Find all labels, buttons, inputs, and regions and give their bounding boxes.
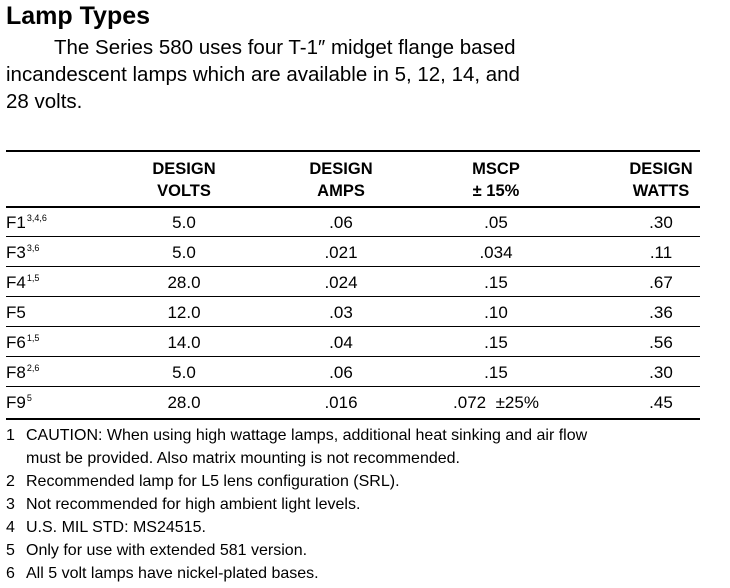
amps-cell: .03 (329, 303, 353, 322)
footnote-number: 1 (6, 427, 15, 444)
table-row (6, 327, 700, 357)
table-row (6, 267, 700, 297)
footnote (6, 493, 726, 516)
footnote-number: 3 (6, 496, 15, 513)
amps-cell: .016 (324, 393, 358, 412)
lamp-footnote-ref: 3,6 (26, 243, 40, 253)
footnote-text: Only for use with extended 581 version. (26, 542, 308, 559)
mscp-cell: .15 (484, 333, 508, 352)
intro-line: 28 volts. (6, 90, 83, 113)
lamp-cell (6, 333, 39, 353)
header-text: AMPS (317, 182, 365, 200)
volts-cell: 5.0 (172, 213, 196, 232)
volts-cell: 5.0 (172, 363, 196, 382)
footnote-text: must be provided. Also matrix mounting is not recommended. (26, 450, 460, 467)
amps-cell: .06 (329, 363, 353, 382)
lamp-cell (6, 213, 47, 233)
footnote (6, 470, 726, 493)
header-text: ± 15% (472, 182, 520, 200)
lamp-cell (6, 303, 27, 323)
intro-line: incandescent lamps which are available in 5, 12, 14, and (6, 63, 520, 86)
lamp-footnote-ref: 1,5 (26, 333, 40, 343)
footnote-number: 6 (6, 565, 15, 582)
page-title: Lamp Types (6, 2, 151, 30)
volts-cell: 28.0 (167, 273, 201, 292)
lamp-footnote-ref: 1,5 (26, 273, 40, 283)
table-row (6, 297, 700, 327)
header-design-watts (606, 158, 716, 202)
footnotes (6, 424, 726, 585)
intro-line: The Series 580 uses four T-1″ midget flange based (54, 36, 516, 59)
lamp-footnote-ref: 3,4,6 (26, 213, 47, 223)
table-bottom-rule (6, 418, 700, 420)
footnote (6, 424, 726, 470)
watts-cell: .36 (649, 303, 673, 322)
footnote (6, 562, 726, 585)
watts-cell: .67 (649, 273, 673, 292)
watts-cell: .30 (649, 363, 673, 382)
volts-cell: 28.0 (167, 393, 201, 412)
lamp-name: F4 (6, 273, 26, 292)
header-text: DESIGN (152, 160, 216, 178)
table-row (6, 207, 700, 237)
table-row (6, 357, 700, 387)
mscp-cell: .15 (484, 363, 508, 382)
amps-cell: .021 (324, 243, 358, 262)
lamp-name: F8 (6, 363, 26, 382)
footnote-text: U.S. MIL STD: MS24515. (26, 519, 206, 536)
table-top-rule (6, 150, 700, 152)
header-text: DESIGN (309, 160, 373, 178)
footnote-number: 4 (6, 519, 15, 536)
lamp-cell (6, 363, 39, 383)
amps-cell: .04 (329, 333, 353, 352)
lamp-name: F9 (6, 393, 26, 412)
lamp-cell (6, 393, 32, 413)
amps-cell: .024 (324, 273, 358, 292)
mscp-cell: .10 (484, 303, 508, 322)
watts-cell: .30 (649, 213, 673, 232)
header-text: WATTS (632, 182, 690, 200)
mscp-cell: .072 ±25% (453, 393, 539, 412)
lamp-name: F1 (6, 213, 26, 232)
footnote (6, 516, 726, 539)
header-design-amps (286, 158, 396, 202)
amps-cell: .06 (329, 213, 353, 232)
volts-cell: 5.0 (172, 243, 196, 262)
footnote-text: CAUTION: When using high wattage lamps, additional heat sinking and air flow (26, 427, 588, 444)
watts-cell: .45 (649, 393, 673, 412)
lamp-cell (6, 243, 39, 263)
footnote-number: 2 (6, 473, 15, 490)
footnote-text: Recommended lamp for L5 lens configuration (SRL). (26, 473, 400, 490)
header-design-volts (124, 158, 244, 202)
lamp-name: F6 (6, 333, 26, 352)
mscp-cell: .05 (484, 213, 508, 232)
footnote-number: 5 (6, 542, 15, 559)
table-row (6, 387, 700, 417)
lamp-footnote-ref: 5 (26, 393, 32, 403)
lamp-name: F5 (6, 303, 26, 322)
lamp-name: F3 (6, 243, 26, 262)
lamp-cell (6, 273, 39, 293)
mscp-cell: .15 (484, 273, 508, 292)
header-text: DESIGN (629, 160, 693, 178)
watts-cell: .11 (649, 243, 673, 262)
footnote (6, 539, 726, 562)
lamp-footnote-ref: 2,6 (26, 363, 40, 373)
header-text: VOLTS (157, 182, 211, 200)
header-text: MSCP (472, 160, 520, 178)
footnote-text: Not recommended for high ambient light levels. (26, 496, 361, 513)
intro-paragraph (6, 34, 696, 115)
header-mscp (436, 158, 556, 202)
volts-cell: 12.0 (167, 303, 201, 322)
volts-cell: 14.0 (167, 333, 201, 352)
mscp-cell: .034 (479, 243, 513, 262)
table-row (6, 237, 700, 267)
watts-cell: .56 (649, 333, 673, 352)
footnote-text: All 5 volt lamps have nickel-plated bases. (26, 565, 319, 582)
